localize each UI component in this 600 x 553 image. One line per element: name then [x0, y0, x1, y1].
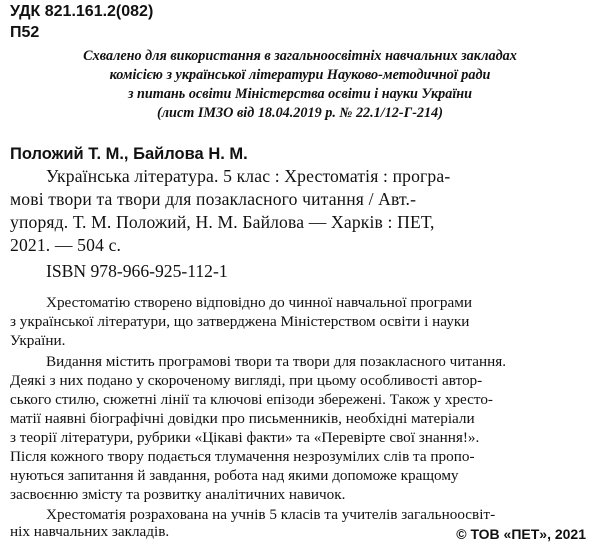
abstract-line-12: Хрестоматія розрахована на учнів 5 класів та учителів загальноосвіт- [46, 506, 496, 523]
abstract-line-10: нуються запитання й завдання, робота над якими допоможе кращому [10, 467, 459, 484]
bibliographic-line-2: мові твори та твори для позакласного читання / Авт.- [10, 189, 417, 209]
abstract-line-7: матії наявні біографічні довідки про письменників, необхідні матеріали [10, 410, 475, 427]
copyright-notice: © ТОВ «ПЕТ», 2021 [456, 526, 586, 542]
abstract-line-1: Хрестоматію створено відповідно до чинної навчальної програми [46, 294, 472, 311]
isbn: ISBN 978-966-925-112-1 [46, 261, 228, 281]
abstract-line-2: з української літератури, що затверджена Міністерством освіти і науки [10, 313, 470, 330]
author-mark: П52 [10, 24, 40, 41]
approval-line-3: з питань освіти Міністерства освіти і науки України [127, 86, 473, 102]
udk-code: УДК 821.161.2(082) [10, 3, 154, 20]
abstract-line-5: Деякі з них подано у скороченому вигляді, при цьому особливості автор- [10, 372, 483, 389]
approval-line-4: (лист ІМЗО від 18.04.2019 р. № 22.1/12-Г-214) [157, 105, 443, 121]
authors: Положий Т. М., Байлова Н. М. [10, 145, 248, 163]
bibliographic-line-1: Українська література. 5 клас : Хрестоматія : програ- [46, 166, 451, 186]
abstract-line-9: Після кожного твору подається тлумачення незрозумілих слів та пропо- [10, 448, 475, 465]
approval-line-1: Схвалено для використання в загальноосвітніх навчальних закладах [83, 48, 517, 64]
abstract-line-4: Видання містить програмові твори та твори для позакласного читання. [46, 353, 507, 370]
abstract-line-8: з теорії літератури, рубрики «Цікаві факти» та «Перевірте свої знання!». [10, 429, 480, 446]
abstract-line-3: України. [10, 332, 66, 349]
bibliographic-line-3: упоряд. Т. М. Положий, Н. М. Байлова — Харків : ПЕТ, [10, 212, 435, 232]
approval-line-2: комісією з української літератури Науково-методичної ради [109, 67, 491, 83]
bibliographic-line-4: 2021. — 504 с. [10, 235, 122, 255]
abstract-line-6: ського стилю, сюжетні лінії та ключові епізоди збережені. Також у хресто- [10, 391, 493, 408]
abstract-line-11: засвоєнню змісту та розвитку аналітичних навичок. [10, 486, 346, 503]
abstract-line-13: ніх навчальних закладів. [10, 523, 170, 540]
